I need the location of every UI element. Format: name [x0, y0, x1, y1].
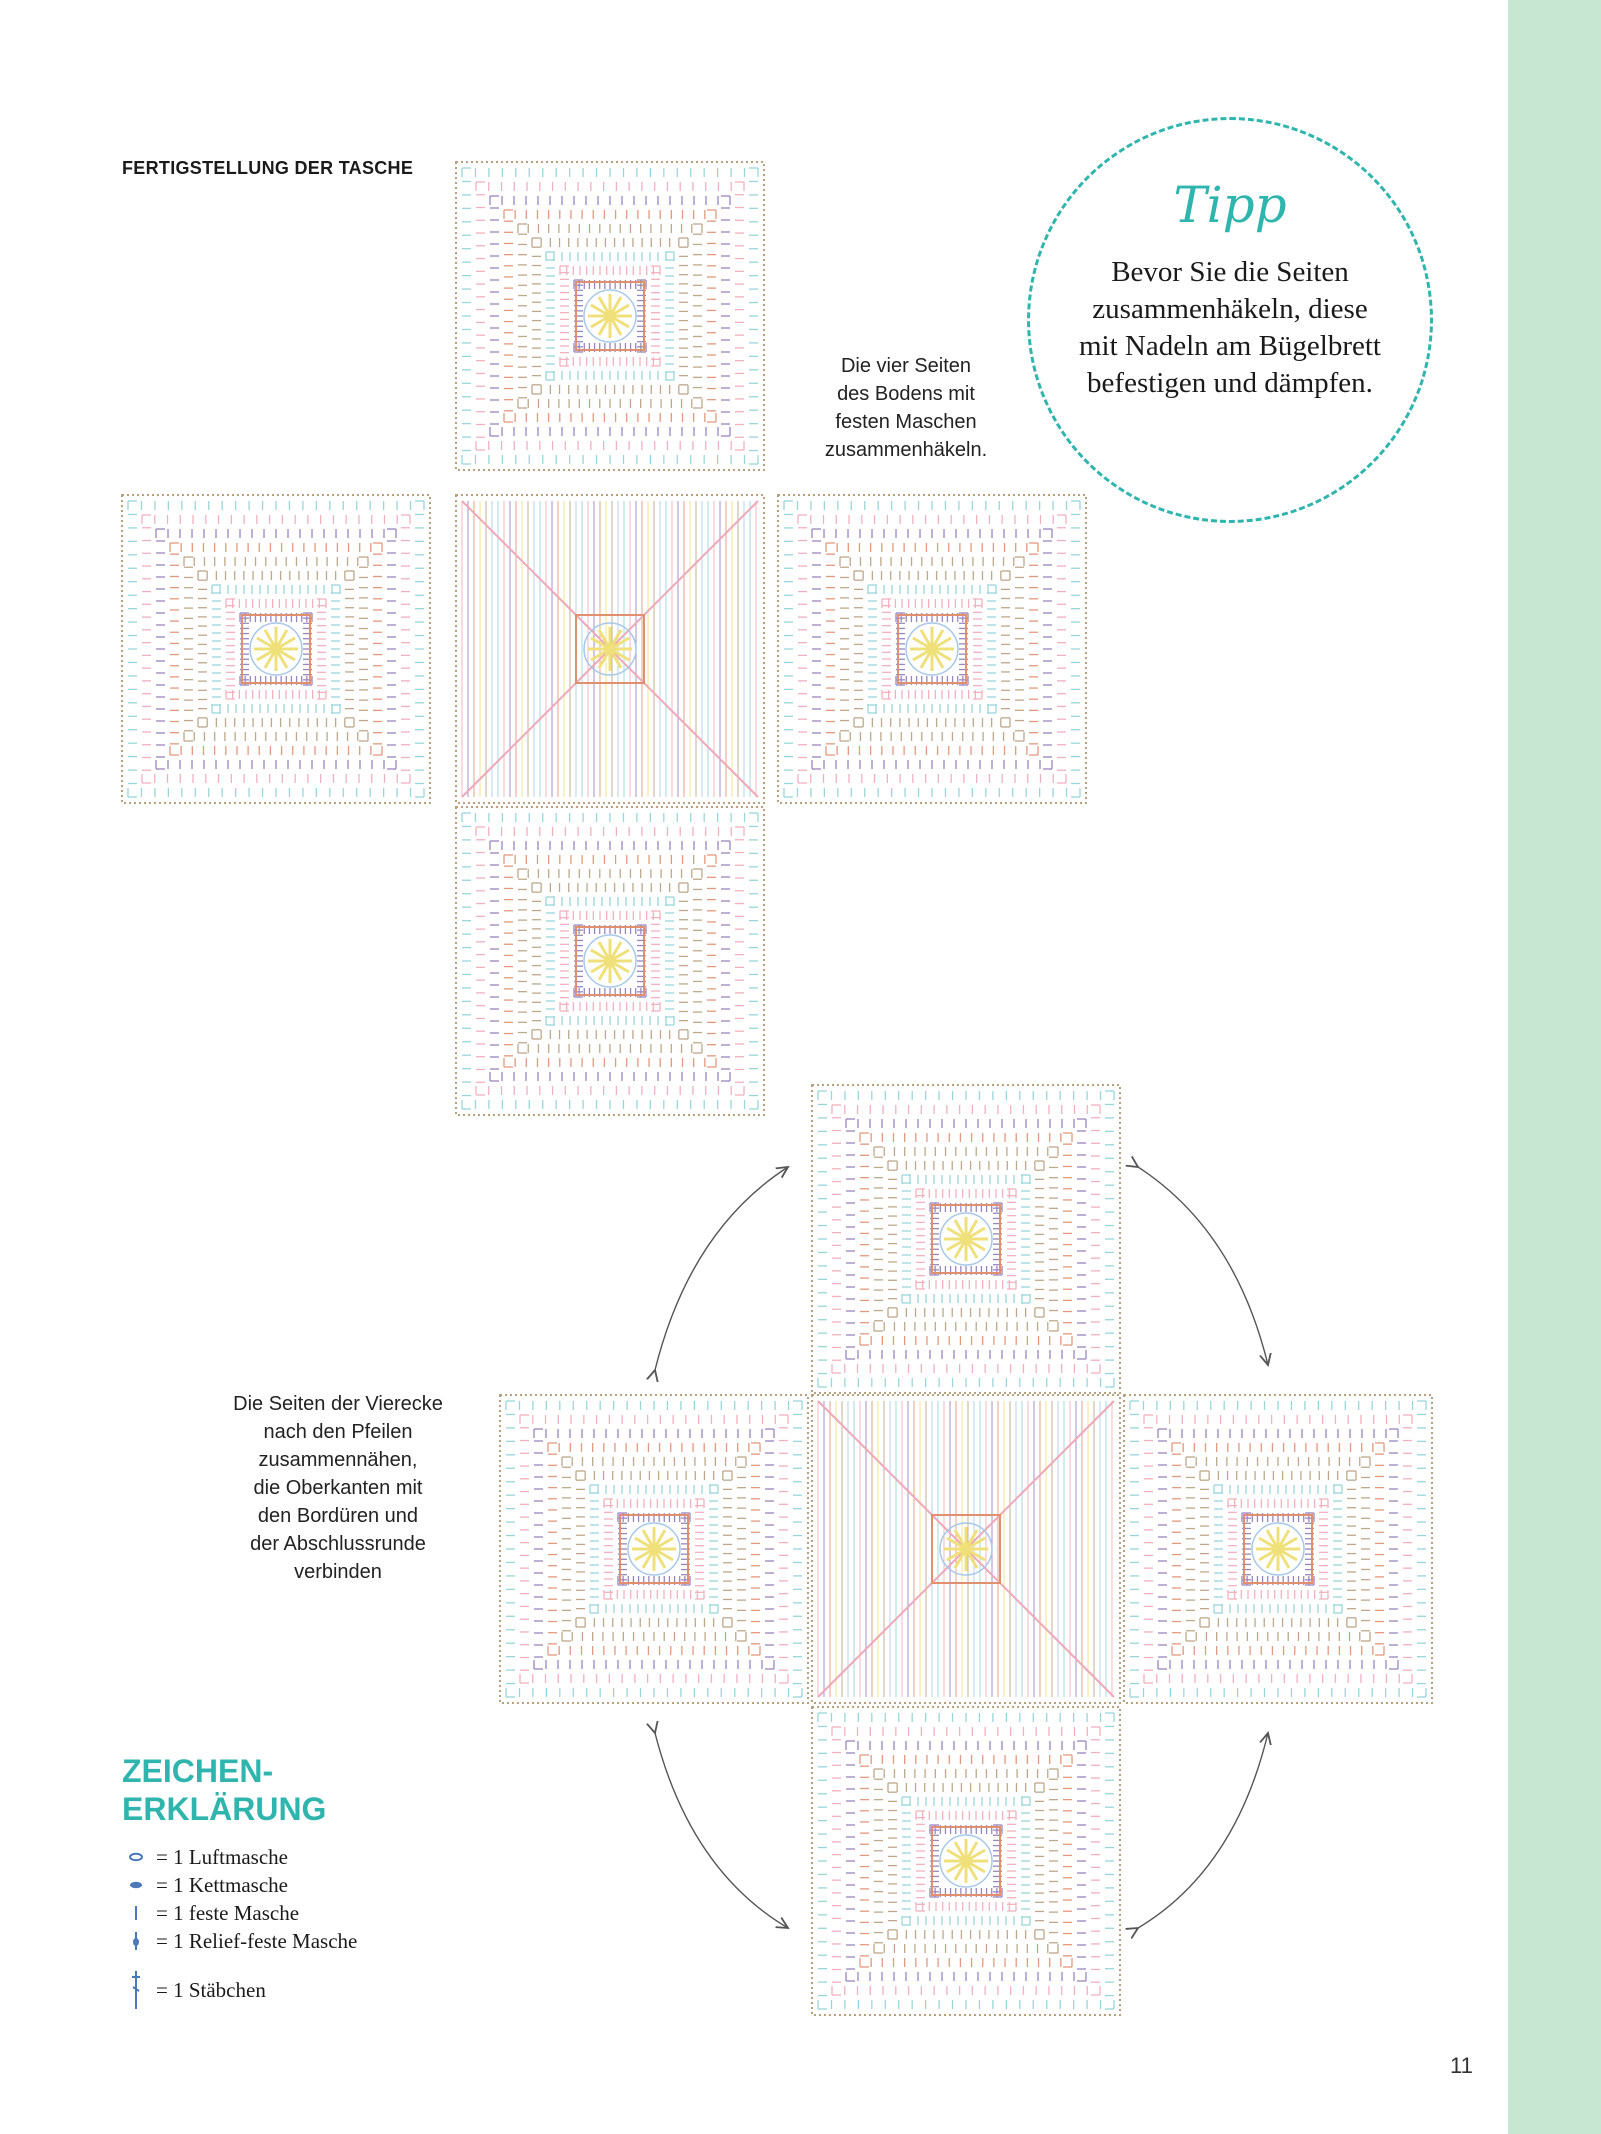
legend-item-chain: = 1 Luftmasche — [126, 1843, 288, 1869]
caption-bottom-seams: Die Seiten der Vierecke nach den Pfeilen zusammennähen, die Oberkanten mit den Bordüren und der Abschlussrunde verbinden — [233, 1393, 443, 1583]
legend-item-single: = 1 feste Masche — [126, 1899, 299, 1925]
section-title: FERTIGSTELLUNG DER TASCHE — [122, 158, 414, 178]
double-crochet-icon — [126, 1969, 152, 2011]
caption-top-seams: Die vier Seiten des Bodens mit festen Maschen zusammenhäkeln. — [824, 355, 988, 461]
legend-item-post-single: = 1 Relief-feste Masche — [126, 1927, 357, 1953]
tip-heading: Tipp — [1173, 176, 1287, 234]
arrow-top-left — [655, 1167, 788, 1370]
post-single-crochet-icon — [126, 1928, 152, 1954]
legend-item-double: = 1 Stäbchen — [126, 1969, 266, 1995]
legend-title: ZEICHEN- ERKLÄRUNG — [122, 1753, 327, 1827]
arrow-bottom-left — [655, 1733, 788, 1928]
arrow-bottom-right — [1138, 1733, 1268, 1928]
page-number: 11 — [1450, 2053, 1473, 2078]
legend-item-slip: = 1 Kettmasche — [126, 1871, 288, 1897]
single-crochet-icon — [126, 1900, 152, 1926]
chain-stitch-icon — [126, 1844, 152, 1870]
arrow-top-right — [1138, 1167, 1268, 1365]
tip-circle — [1027, 117, 1433, 523]
slip-stitch-icon — [126, 1872, 152, 1898]
tip-body: Bevor Sie die Seiten zusammenhäkeln, diese mit Nadeln am Bügelbrett befestigen und dämpfen. — [1078, 256, 1381, 399]
